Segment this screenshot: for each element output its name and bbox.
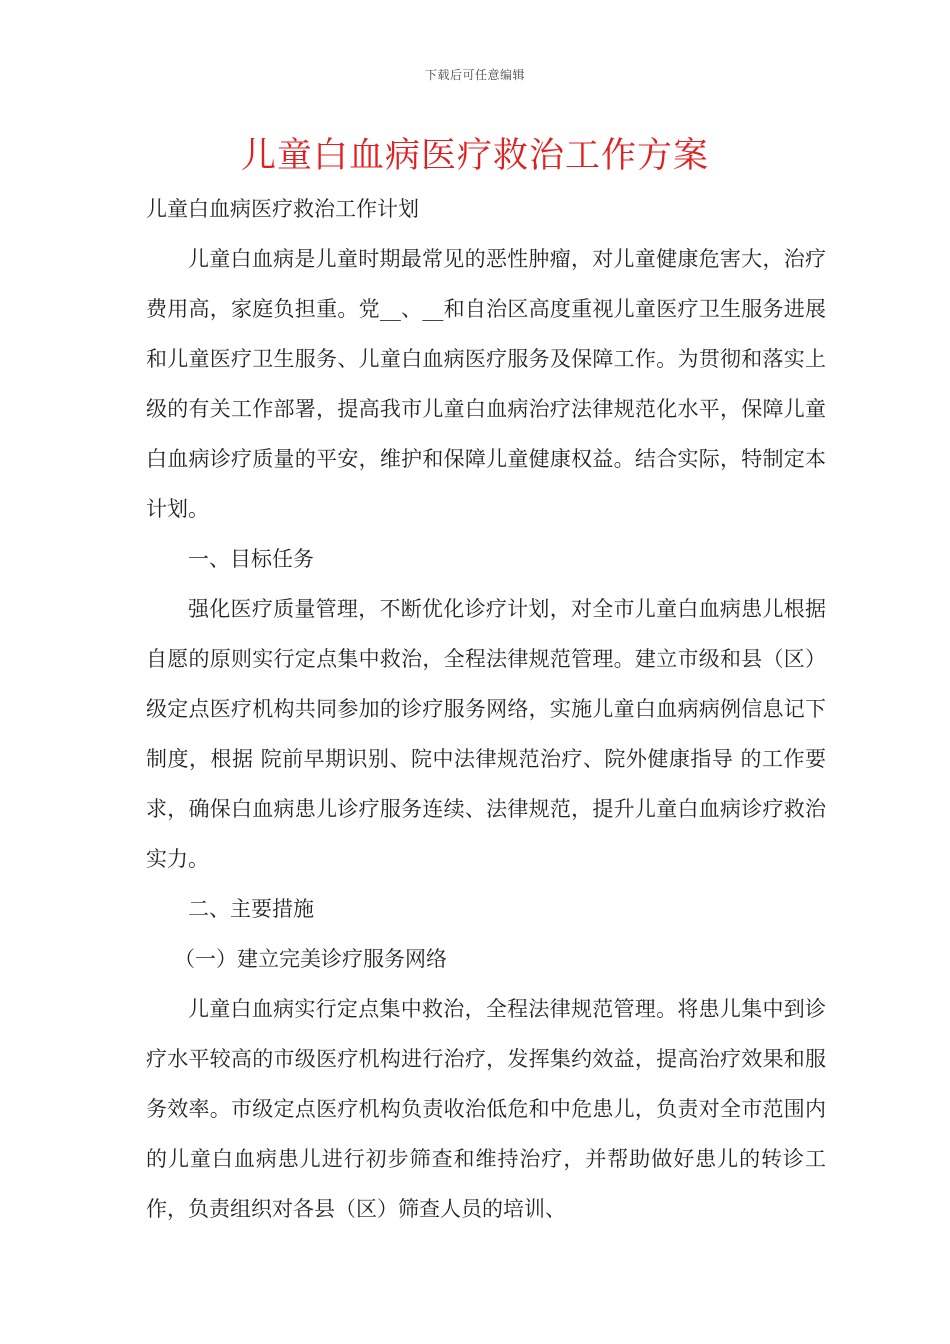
document-subtitle: 儿童白血病医疗救治工作计划 [146,197,419,221]
header-note: 下载后可任意编辑 [424,68,525,82]
document-body [146,184,826,1234]
network-paragraph: 儿童白血病实行定点集中救治，全程法律规范管理。将患儿集中到诊疗水平较高的市级医疗机构进行治疗，发挥集约效益，提高治疗效果和服务效率。市级定点医疗机构负责收治低危和中危患儿，负责对全市范围内的儿童白血病患儿进行初步筛查和维持治疗，并帮助做好患儿的转诊工作，负责组织对各县（区）筛查人员的培训、 [146,997,826,1221]
document-title: 儿童白血病医疗救治工作方案 [240,136,709,176]
goals-paragraph: 强化医疗质量管理，不断优化诊疗计划，对全市儿童白血病患儿根据自愿的原则实行定点集中救治，全程法律规范管理。建立市级和县（区）级定点医疗机构共同参加的诊疗服务网络，实施儿童白血病病例信息记下制度，根据 院前早期识别、院中法律规范治疗、院外健康指导 的工作要求，确保白血病患儿诊疗服务连续、法律规范，提升儿童白血病诊疗救治实力。 [146,597,826,871]
section-heading-goals: 一、目标任务 [188,547,314,571]
subsection-heading-network: （一）建立完美诊疗服务网络 [174,947,447,971]
intro-paragraph: 儿童白血病是儿童时期最常见的恶性肿瘤，对儿童健康危害大，治疗费用高，家庭负担重。党__、__和自治区高度重视儿童医疗卫生服务进展和儿童医疗卫生服务、儿童白血病医疗服务及保障工作。为贯彻和落实上级的有关工作部署，提高我市儿童白血病治疗法律规范化水平，保障儿童白血病诊疗质量的平安，维护和保障儿童健康权益。结合实际，特制定本计划。 [146,247,826,521]
section-heading-measures: 二、主要措施 [188,897,314,921]
